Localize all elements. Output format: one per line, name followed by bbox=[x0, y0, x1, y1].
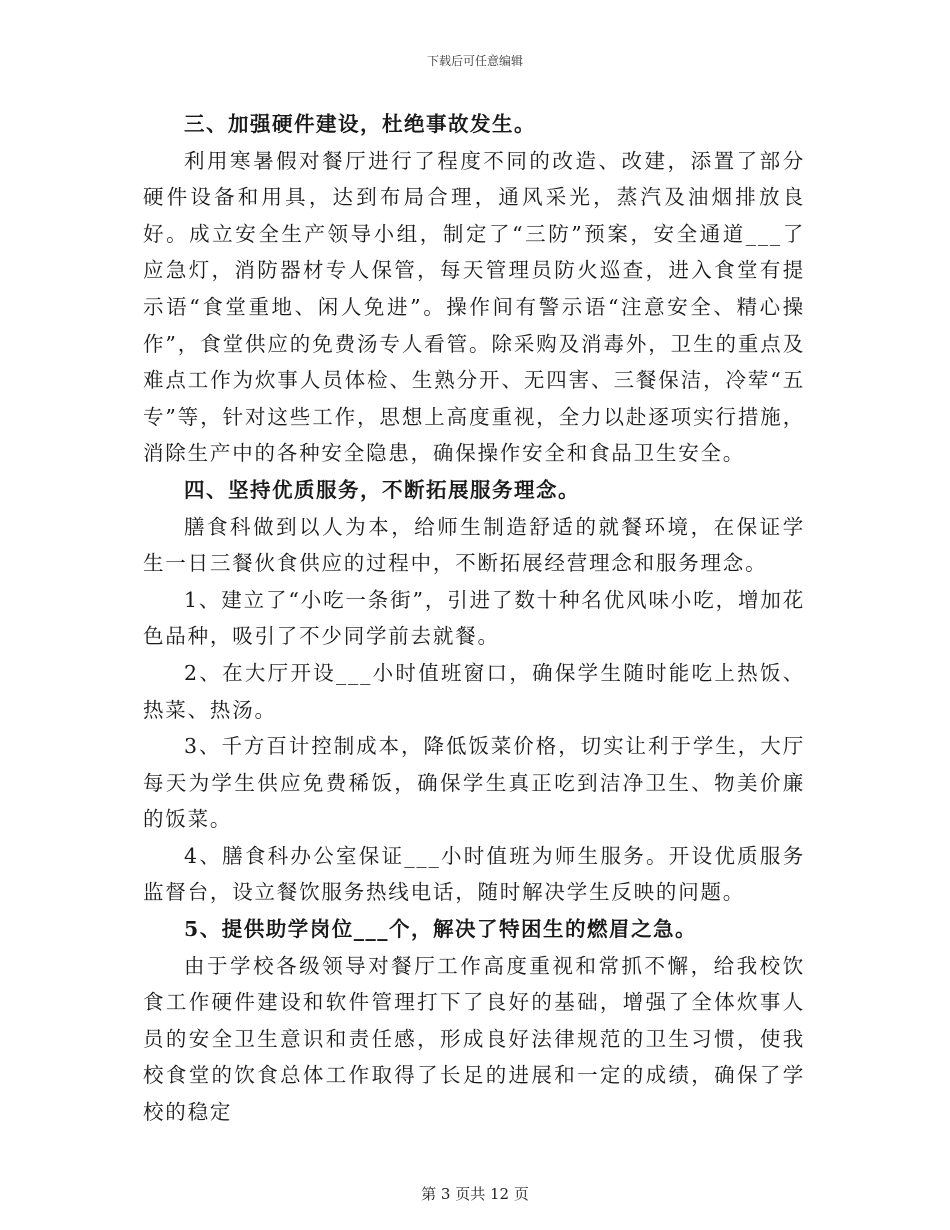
body-paragraph: 膳食科做到以人为本，给师生制造舒适的就餐环境，在保证学生一日三餐伙食供应的过程中，不断拓展经营理念和服务理念。 bbox=[143, 514, 805, 576]
list-item: 4、膳食科办公室保证___小时值班为师生服务。开设优质服务监督台，设立餐饮服务热线电话，随时解决学生反映的问题。 bbox=[143, 843, 805, 905]
section-heading: 四、坚持优质服务，不断拓展服务理念。 bbox=[184, 477, 580, 502]
page-number: 第 3 页共 12 页 bbox=[421, 1185, 529, 1203]
section-heading: 5、提供助学岗位___个，解决了特困生的燃眉之急。 bbox=[184, 917, 698, 942]
list-item: 1、建立了“小吃一条街”，引进了数十种名优风味小吃，增加花色品种，吸引了不少同学前去就餐。 bbox=[143, 587, 805, 649]
page-header: 下载后可任意编辑 bbox=[426, 54, 523, 68]
body-paragraph: 利用寒暑假对餐厅进行了程度不同的改造、改建，添置了部分硬件设备和用具，达到布局合理，通风采光，蒸汽及油烟排放良好。成立安全生产领导小组，制定了“三防”预案，安全通道___了应急灯，消防器材专人保管，每天管理员防火巡查，进入食堂有提示语“食堂重地、闲人免进”。操作间有警示语“注意安全、精心操作”，食堂供应的免费汤专人看管。除采购及消毒外，卫生的重点及难点工作为炊事人员体检、生熟分开、无四害、三餐保洁，冷荤“五专”等，针对这些工作，思想上高度重视，全力以赴逐项实行措施，消除生产中的各种安全隐患，确保操作安全和食品卫生安全。 bbox=[143, 148, 805, 466]
list-item: 3、千方百计控制成本，降低饭菜价格，切实让利于学生，大厅每天为学生供应免费稀饭，确保学生真正吃到洁净卫生、物美价廉的饭菜。 bbox=[143, 734, 805, 832]
body-paragraph: 由于学校各级领导对餐厅工作高度重视和常抓不懈，给我校饮食工作硬件建设和软件管理打下了良好的基础，增强了全体炊事人员的安全卫生意识和责任感，形成良好法律规范的卫生习惯，使我校食堂的饮食总体工作取得了长足的进展和一定的成绩，确保了学校的稳定 bbox=[143, 953, 805, 1125]
section-heading: 三、加强硬件建设，杜绝事故发生。 bbox=[184, 112, 536, 136]
document-body bbox=[143, 106, 805, 1131]
list-item: 2、在大厅开设___小时值班窗口，确保学生随时能吃上热饭、热菜、热汤。 bbox=[143, 660, 805, 722]
